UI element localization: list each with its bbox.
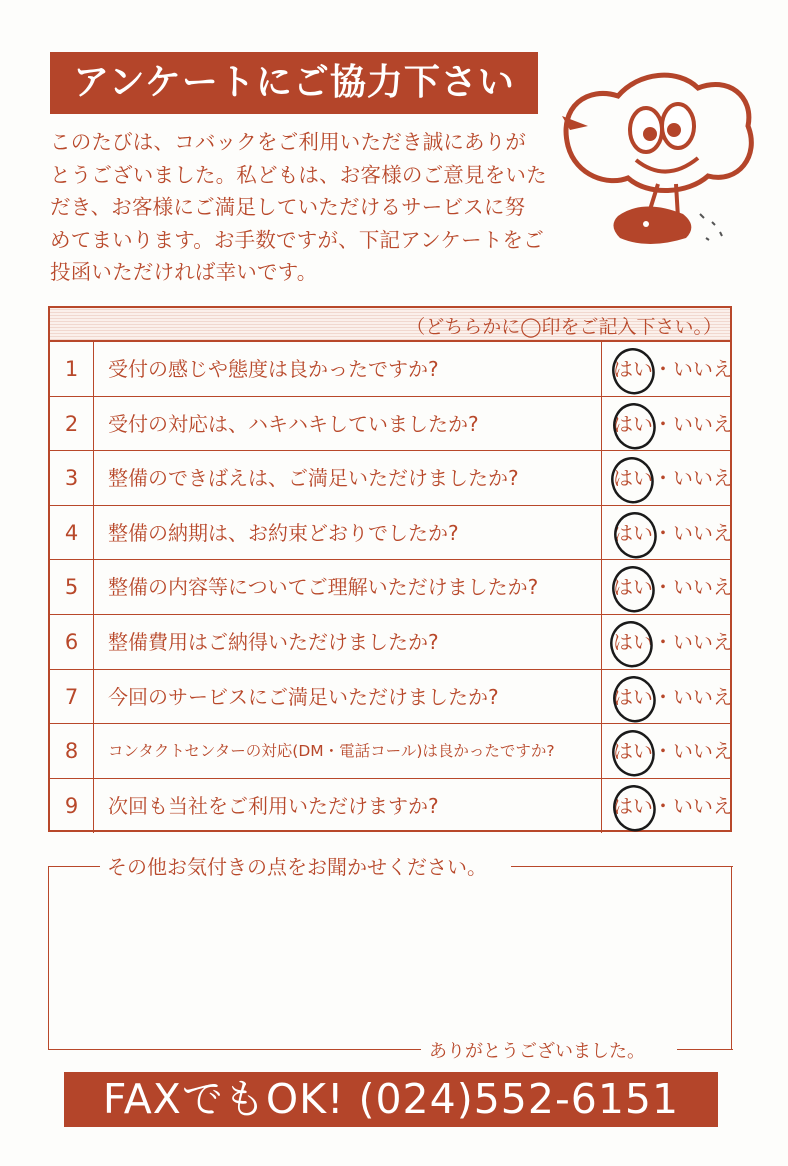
- answer-no[interactable]: いいえ: [673, 684, 733, 709]
- handwritten-circle-mark: [602, 397, 733, 452]
- survey-table: [48, 306, 732, 832]
- answer-yes[interactable]: はい: [613, 575, 653, 600]
- answer-choice[interactable]: [601, 342, 732, 396]
- answer-yes[interactable]: はい: [613, 739, 653, 764]
- circle-stroke: [610, 673, 658, 724]
- answer-yes[interactable]: はい: [613, 684, 653, 709]
- handwritten-circle-mark: [602, 779, 733, 834]
- page-title: アンケートにご協力下さい: [50, 52, 538, 114]
- answer-separator: ・: [653, 630, 673, 654]
- answer-separator: ・: [653, 684, 673, 709]
- table-row: [50, 724, 733, 779]
- answer-yes[interactable]: はい: [613, 630, 653, 654]
- answer-no[interactable]: いいえ: [673, 411, 733, 436]
- answer-no[interactable]: いいえ: [673, 466, 733, 491]
- comments-border: [48, 866, 100, 867]
- intro-line: とうございました。私どもは、お客様のご意見をいた: [50, 162, 547, 187]
- fax-number-banner: FAXでもOK! (024)552-6151: [64, 1072, 718, 1127]
- comments-label: その他お気付きの点をお聞かせください。: [107, 855, 487, 879]
- circle-stroke: [609, 728, 657, 779]
- question-number: 7: [50, 670, 94, 724]
- answer-no[interactable]: いいえ: [673, 793, 733, 818]
- answer-separator: ・: [653, 466, 673, 491]
- table-row: [50, 451, 733, 506]
- intro-text: [50, 126, 550, 289]
- handwritten-circle-mark: [602, 670, 733, 725]
- question-number: 9: [50, 779, 94, 834]
- answer-yes[interactable]: はい: [613, 466, 653, 491]
- circle-stroke: [610, 782, 658, 833]
- intro-line: だき、お客様にご満足していただけるサービスに努: [50, 195, 526, 219]
- answer-choice[interactable]: [601, 560, 732, 614]
- table-row: [50, 342, 733, 397]
- answer-separator: ・: [653, 520, 673, 545]
- answer-no[interactable]: いいえ: [673, 357, 733, 381]
- answer-choice[interactable]: [601, 451, 732, 505]
- answer-no[interactable]: いいえ: [673, 575, 733, 600]
- handwritten-circle-mark: [602, 451, 733, 506]
- question-text: コンタクトセンターの対応(DM・電話コール)は良かったですか?: [108, 742, 555, 761]
- intro-line: 投函いただければ幸いです。: [50, 260, 318, 284]
- handwritten-circle-mark: [602, 724, 733, 779]
- comments-border: [677, 1049, 733, 1050]
- question-text: 整備の内容等についてご理解いただけましたか?: [108, 575, 539, 600]
- table-row: [50, 506, 733, 561]
- answer-choice[interactable]: [601, 397, 732, 451]
- circle-stroke: [610, 400, 658, 451]
- survey-instruction: （どちらかに◯印をご記入下さい。）: [406, 316, 722, 338]
- comments-box[interactable]: [48, 855, 732, 1062]
- circle-stroke: [608, 455, 656, 506]
- thanks-text: ありがとうございました。: [429, 1041, 645, 1062]
- handwritten-circle-mark: [602, 560, 733, 615]
- table-row: [50, 615, 733, 670]
- answer-no[interactable]: いいえ: [673, 520, 733, 545]
- intro-line: このたびは、コバックをご利用いただき誠にありが: [50, 130, 527, 154]
- answer-yes[interactable]: はい: [613, 357, 653, 381]
- circle-stroke: [609, 564, 657, 615]
- answer-no[interactable]: いいえ: [673, 739, 733, 764]
- question-number: 3: [50, 451, 94, 505]
- question-number: 1: [50, 342, 94, 396]
- survey-header: [50, 308, 730, 342]
- answer-choice[interactable]: [601, 724, 732, 778]
- answer-separator: ・: [653, 793, 673, 818]
- answer-choice[interactable]: [601, 670, 732, 724]
- answer-separator: ・: [653, 357, 673, 381]
- table-row: [50, 779, 733, 834]
- question-text: 整備のできばえは、ご満足いただけましたか?: [108, 466, 519, 491]
- question-number: 6: [50, 615, 94, 669]
- answer-choice[interactable]: [601, 615, 732, 669]
- answer-separator: ・: [653, 575, 673, 600]
- question-number: 4: [50, 506, 94, 560]
- table-row: [50, 670, 733, 725]
- handwritten-circle-mark: [602, 506, 733, 561]
- intro-line: めてまいります。お手数ですが、下記アンケートをご: [50, 227, 544, 252]
- handwritten-circle-mark: [602, 342, 733, 397]
- circle-stroke: [607, 619, 655, 670]
- circle-stroke: [611, 509, 659, 560]
- table-row: [50, 397, 733, 452]
- answer-yes[interactable]: はい: [613, 793, 653, 818]
- comments-border: [511, 866, 733, 867]
- answer-yes[interactable]: はい: [613, 520, 653, 545]
- question-number: 2: [50, 397, 94, 451]
- question-text: 次回も当社をご利用いただけますか?: [108, 793, 439, 818]
- question-text: 整備の納期は、お約束どおりでしたか?: [108, 520, 459, 545]
- comments-border: [49, 1049, 421, 1050]
- answer-no[interactable]: いいえ: [673, 630, 733, 654]
- answer-choice[interactable]: [601, 506, 732, 560]
- handwritten-circle-mark: [602, 615, 733, 670]
- question-number: 8: [50, 724, 94, 778]
- question-text: 今回のサービスにご満足いただけましたか?: [108, 684, 499, 709]
- question-text: 受付の感じや態度は良かったですか?: [108, 357, 439, 381]
- table-row: [50, 560, 733, 615]
- mascot-character-icon: [548, 66, 768, 276]
- answer-separator: ・: [653, 411, 673, 436]
- answer-separator: ・: [653, 739, 673, 764]
- answer-choice[interactable]: [601, 779, 732, 834]
- circle-stroke: [609, 346, 657, 397]
- answer-yes[interactable]: はい: [613, 411, 653, 436]
- question-text: 整備費用はご納得いただけましたか?: [108, 630, 439, 654]
- question-number: 5: [50, 560, 94, 614]
- question-text: 受付の対応は、ハキハキしていましたか?: [108, 411, 479, 436]
